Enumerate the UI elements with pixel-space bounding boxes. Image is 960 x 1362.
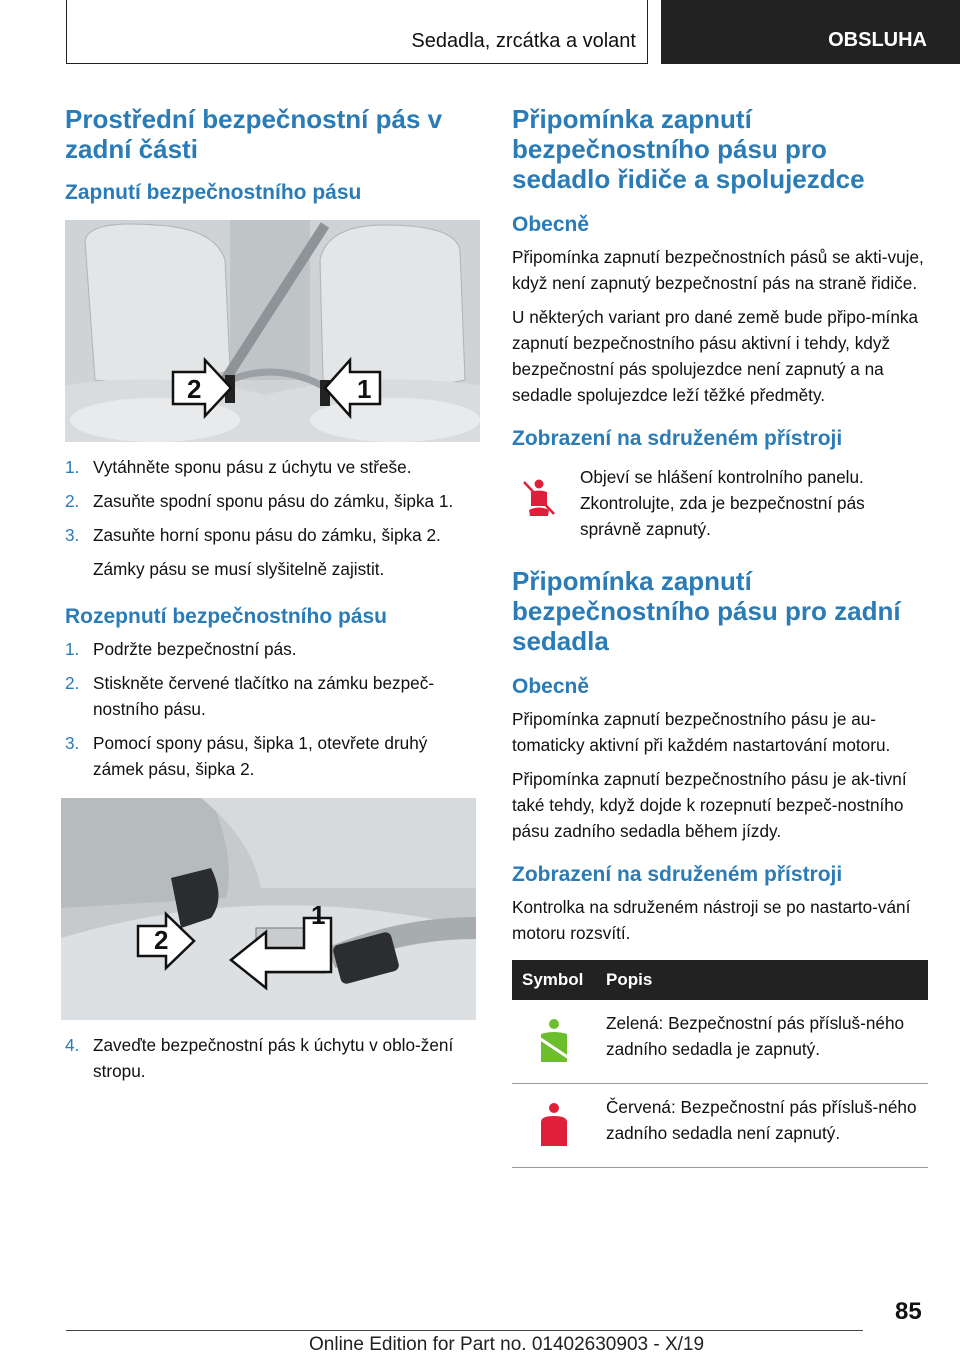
list-item: 1. Podržte bezpečnostní pás. [65, 639, 297, 659]
section-title-front-reminder: Připomínka zapnutí bezpečnostního pásu pro sedadlo řidiče a spolujezdce [512, 104, 865, 194]
table-cell: Zelená: Bezpečnostní pás přísluš-ného zadního sedadla je zapnutý. [596, 1000, 928, 1084]
right-column [512, 104, 928, 1168]
seatbelt-warning-icon [512, 464, 566, 518]
table-header-symbol: Symbol [512, 960, 596, 1000]
list-item: 4. Zaveďte bezpečnostní pás k úchytu v oblo-žení stropu. [65, 1035, 454, 1081]
arrow-label-1: 1 [311, 900, 326, 930]
header-section-title: Sedadla, zrcátka a volant [411, 30, 636, 52]
paragraph: U některých variant pro dané země bude připo-mínka zapnutí bezpečnostního pásu aktivní i tehdy, když bezpečnostní pás spolujezdce není zapnutý a na sedadle spolujezdce leží těžké předměty. [512, 307, 919, 405]
seat-belt-photo-1 [65, 220, 480, 442]
table-row [512, 1000, 928, 1084]
arrow-label-2: 2 [187, 374, 202, 404]
table-cell: Červená: Bezpečnostní pás přísluš-ného zadního sedadla není zapnutý. [596, 1084, 928, 1168]
left-column [65, 104, 480, 1092]
subtitle-general: Obecně [512, 675, 590, 698]
subtitle-general: Obecně [512, 213, 590, 236]
table-row [512, 1084, 928, 1168]
paragraph: Kontrolka na sdruženém nástroji se po nastarto-vání motoru rozsvítí. [512, 897, 911, 943]
indicator-text: Objeví se hlášení kontrolního panelu. Zkontrolujte, zda je bezpečnostní pás správně zapnutý. [580, 467, 865, 539]
arrow-label-1: 1 [357, 374, 372, 404]
seatbelt-red-icon [512, 1084, 596, 1168]
page-number: 85 [895, 1298, 922, 1325]
list-item: 2. Zasuňte spodní sponu pásu do zámku, šipka 1. [65, 491, 454, 511]
subtitle-unfasten: Rozepnutí bezpečnostního pásu [65, 605, 388, 628]
fasten-steps [65, 454, 480, 548]
list-item: 3. Zasuňte horní sponu pásu do zámku, šipka 2. [65, 525, 441, 545]
subtitle-cluster: Zobrazení na sdruženém přístroji [512, 863, 843, 886]
seatbelt-green-icon [512, 1000, 596, 1084]
footer-divider [66, 1330, 863, 1331]
arrow-label-2: 2 [154, 925, 169, 955]
indicator-table [512, 960, 928, 1168]
list-item: 3. Pomocí spony pásu, šipka 1, otevřete druhý zámek pásu, šipka 2. [65, 733, 428, 779]
paragraph: Připomínka zapnutí bezpečnostního pásu je au-tomaticky aktivní při každém nastartování motoru. [512, 709, 891, 755]
unfasten-steps [65, 636, 480, 782]
subtitle-fasten: Zapnutí bezpečnostního pásu [65, 181, 362, 204]
paragraph: Připomínka zapnutí bezpečnostních pásů se akti-vuje, když není zapnutý bezpečnostní pás na straně řidiče. [512, 247, 924, 293]
table-header-description: Popis [596, 960, 928, 1000]
footer-edition: Online Edition for Part no. 01402630903 - X/19 [309, 1334, 705, 1355]
header-tab: OBSLUHA [661, 0, 960, 64]
list-item: 1. Vytáhněte sponu pásu z úchytu ve střeše. [65, 457, 412, 477]
paragraph: Připomínka zapnutí bezpečnostního pásu je ak-tivní také tehdy, když dojde k rozepnutí bezpeč-nostního pásu zadního sedadla během jízdy. [512, 769, 907, 841]
subtitle-cluster: Zobrazení na sdruženém přístroji [512, 427, 843, 450]
list-item: 2. Stiskněte červené tlačítko na zámku bezpeč-nostního pásu. [65, 673, 435, 719]
lock-note: Zámky pásu se musí slyšitelně zajistit. [93, 559, 385, 579]
section-title-rear-reminder: Připomínka zapnutí bezpečnostního pásu pro zadní sedadla [512, 566, 901, 656]
final-steps [65, 1032, 480, 1084]
section-title-middle-belt: Prostřední bezpečnostní pás v zadní části [65, 104, 443, 164]
seat-belt-photo-2 [61, 798, 476, 1020]
indicator-row [512, 464, 928, 542]
